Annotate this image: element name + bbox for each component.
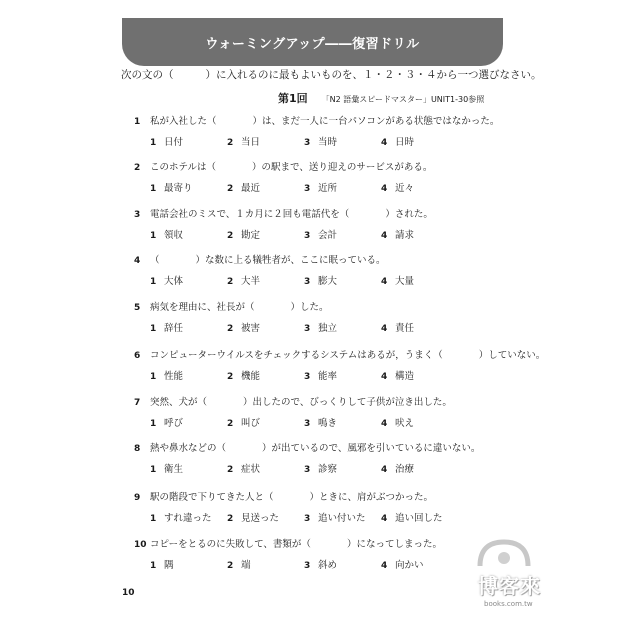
answer-option[interactable]: 1 性能 (150, 371, 184, 382)
question-item (134, 206, 514, 241)
answer-option[interactable]: 3 斜め (304, 560, 338, 571)
question-text: 電話会社のミスで、１カ月に２回も電話代を（ ）された。 (150, 209, 433, 220)
answer-option[interactable]: 4 日時 (381, 137, 415, 148)
round-label: 第1回 (278, 92, 308, 105)
page-number: 10 (122, 588, 135, 598)
question-text: コピーをとるのに失敗して、書類が（ ）になってしまった。 (150, 539, 442, 550)
question-text: コンピューターウイルスをチェックするシステムはあるが，うまく（ ）していない。 (150, 350, 546, 361)
question-text: 私が入社した（ ）は、まだ一人に一台パソコンがある状態ではなかった。 (150, 116, 500, 127)
answer-option[interactable]: 3 診察 (304, 464, 338, 475)
answer-option[interactable]: 1 最寄り (150, 183, 193, 194)
answer-option[interactable]: 2 被害 (227, 323, 261, 334)
question-number: 10 (134, 540, 147, 550)
answer-option[interactable]: 3 鳴き (304, 418, 338, 429)
question-item (134, 536, 514, 571)
answer-option[interactable]: 1 衛生 (150, 464, 184, 475)
answer-option[interactable]: 2 見送った (227, 513, 280, 524)
answer-option[interactable]: 2 大半 (227, 276, 261, 287)
question-text: （ ）な数に上る犠牲者が、ここに眠っている。 (150, 255, 386, 266)
answer-option[interactable]: 3 膨大 (304, 276, 338, 287)
answer-option[interactable]: 1 大体 (150, 276, 184, 287)
question-item (134, 394, 514, 429)
question-number: 8 (134, 444, 141, 454)
reference-note: 「N2 語彙スピードマスター」UNIT1-30参照 (321, 95, 485, 104)
question-number: 7 (134, 398, 141, 408)
watermark-url: books.com.tw (484, 600, 533, 608)
answer-option[interactable]: 4 請求 (381, 230, 415, 241)
question-item (134, 440, 514, 475)
answer-option[interactable]: 3 能率 (304, 371, 338, 382)
question-text: 熱や鼻水などの（ ）が出ているので、風邪を引いているに違いない。 (150, 443, 481, 454)
answer-option[interactable]: 4 構造 (381, 371, 415, 382)
answer-option[interactable]: 2 端 (227, 560, 251, 571)
answer-option[interactable]: 2 機能 (227, 371, 261, 382)
instruction-text: 次の文の（ ）に入れるのに最もよいものを、１・２・３・４から一つ選びなさい。 (121, 69, 542, 81)
question-item (134, 489, 514, 524)
round-header (278, 90, 484, 106)
answer-option[interactable]: 4 追い回した (381, 513, 443, 524)
answer-option[interactable]: 1 領収 (150, 230, 184, 241)
answer-option[interactable]: 3 追い付いた (304, 513, 366, 524)
question-number: 9 (134, 493, 141, 503)
answer-option[interactable]: 1 すれ違った (150, 513, 212, 524)
answer-option[interactable]: 2 症状 (227, 464, 261, 475)
section-banner (122, 18, 503, 66)
answer-option[interactable]: 3 近所 (304, 183, 338, 194)
answer-option[interactable]: 2 最近 (227, 183, 261, 194)
answer-option[interactable]: 4 吠え (381, 418, 415, 429)
watermark (474, 536, 614, 616)
answer-option[interactable]: 2 当日 (227, 137, 261, 148)
question-text: このホテルは（ ）の駅まで、送り迎えのサービスがある。 (150, 162, 433, 173)
answer-option[interactable]: 3 会計 (304, 230, 338, 241)
answer-option[interactable]: 1 隅 (150, 560, 174, 571)
question-item (134, 347, 546, 382)
question-text: 駅の階段で下りてきた人と（ ）ときに、肩がぶつかった。 (150, 492, 434, 503)
answer-option[interactable]: 4 大量 (381, 276, 415, 287)
question-number: 6 (134, 351, 141, 361)
answer-option[interactable]: 1 呼び (150, 418, 184, 429)
question-item (134, 252, 514, 287)
question-item (134, 159, 514, 194)
answer-option[interactable]: 1 辞任 (150, 323, 184, 334)
answer-option[interactable]: 4 治療 (381, 464, 415, 475)
answer-option[interactable]: 1 日付 (150, 137, 184, 148)
section-title: ウォーミングアップ――復習ドリル (205, 36, 420, 52)
answer-option[interactable]: 4 向かい (381, 560, 424, 571)
answer-option[interactable]: 3 独立 (304, 323, 338, 334)
question-item (134, 113, 514, 148)
question-item (134, 299, 514, 334)
question-number: 5 (134, 303, 141, 313)
question-number: 2 (134, 163, 141, 173)
answer-option[interactable]: 4 近々 (381, 183, 415, 194)
question-number: 4 (134, 256, 141, 266)
answer-option[interactable]: 2 勘定 (227, 230, 261, 241)
answer-option[interactable]: 3 当時 (304, 137, 338, 148)
watermark-text: 博客來 (478, 574, 541, 598)
watermark-logo-icon (474, 536, 534, 572)
answer-option[interactable]: 2 叫び (227, 418, 261, 429)
question-number: 1 (134, 117, 141, 127)
question-number: 3 (134, 210, 141, 220)
answer-option[interactable]: 4 責任 (381, 323, 415, 334)
question-text: 病気を理由に、社長が（ ）した。 (150, 302, 329, 313)
question-text: 突然、犬が（ ）出したので、びっくりして子供が泣き出した。 (150, 397, 452, 408)
